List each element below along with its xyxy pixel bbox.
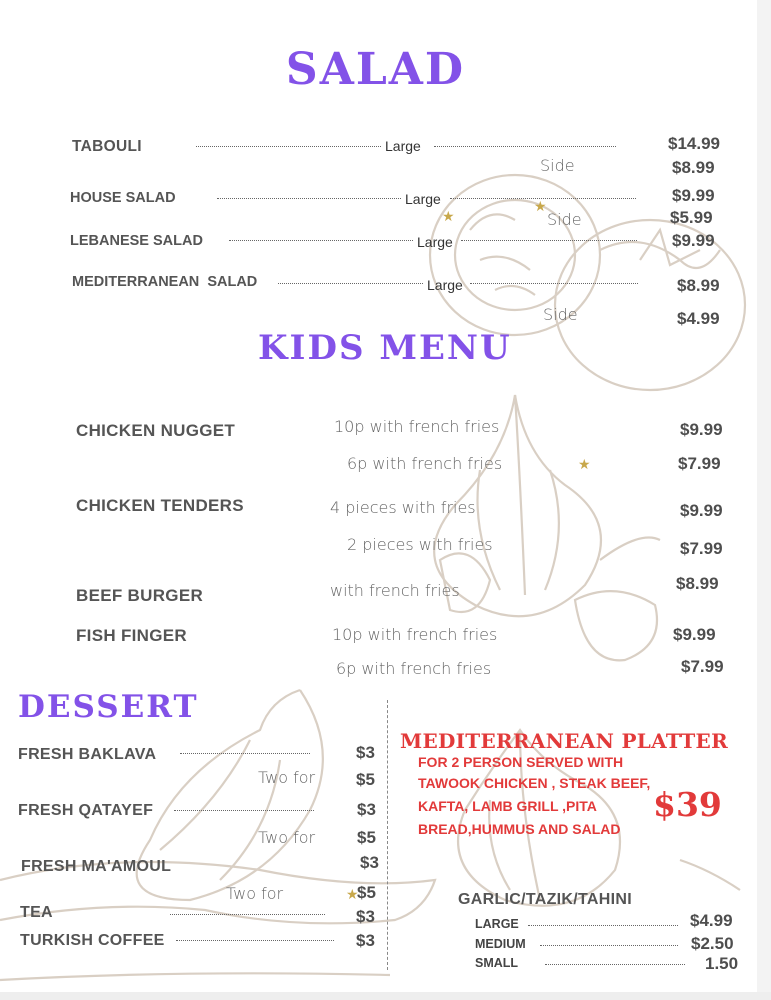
price: $5.99 <box>670 208 713 227</box>
dessert-item-name: TURKISH COFFEE <box>20 932 165 949</box>
deal-label: Two for <box>258 828 316 847</box>
size-label: Large <box>427 277 463 293</box>
item-option: 4 pieces with fries <box>330 498 476 517</box>
price: $7.99 <box>680 539 723 558</box>
size-label: Large <box>405 191 441 207</box>
sauce-size-label: LARGE <box>475 917 519 931</box>
dessert-item-name: FRESH BAKLAVA <box>18 746 157 763</box>
item-option: 10p with french fries <box>334 417 500 436</box>
leader-line <box>176 940 334 941</box>
price: $3 <box>356 907 375 926</box>
dessert-section-title: DESSERT <box>18 689 199 725</box>
price: $9.99 <box>680 501 723 520</box>
leader-line <box>528 925 678 926</box>
platter-description: FOR 2 PERSON SERVED WITH <box>418 754 624 770</box>
page-bottom-edge <box>0 992 771 1000</box>
leader-line <box>196 146 381 147</box>
size-label: Large <box>385 138 421 154</box>
leader-line <box>229 240 413 241</box>
star-icon: ★ <box>534 198 547 214</box>
leader-line <box>278 283 423 284</box>
price: $7.99 <box>678 454 721 473</box>
price: $8.99 <box>677 276 720 295</box>
price: $3 <box>356 743 375 762</box>
price: $7.99 <box>681 657 724 676</box>
leader-line <box>217 198 401 199</box>
sauce-size-label: MEDIUM <box>475 937 526 951</box>
price: $3 <box>356 931 375 950</box>
price: $9.99 <box>672 231 715 250</box>
price: $2.50 <box>691 934 734 953</box>
star-icon: ★ <box>578 456 591 472</box>
kids-item-name: BEEF BURGER <box>76 586 204 605</box>
leader-line <box>180 753 310 754</box>
kids-item-name: CHICKEN NUGGET <box>76 421 236 440</box>
star-icon: ★ <box>346 886 359 902</box>
platter-description: BREAD,HUMMUS AND SALAD <box>418 821 621 837</box>
item-option: 6p with french fries <box>347 454 503 473</box>
salad-section-title: SALAD <box>285 44 466 95</box>
kids-item-name: FISH FINGER <box>76 626 187 645</box>
price: $9.99 <box>673 625 716 644</box>
price: $9.99 <box>672 186 715 205</box>
price: $5 <box>357 828 376 847</box>
section-divider <box>387 700 388 970</box>
price: $3 <box>360 853 379 872</box>
price: $14.99 <box>668 134 720 153</box>
leader-line <box>540 945 678 946</box>
item-option: 2 pieces with fries <box>347 535 493 554</box>
dessert-item-name: TEA <box>20 904 53 921</box>
dessert-item-name: FRESH MA'AMOUL <box>21 858 172 875</box>
platter-description: TAWOOK CHICKEN , STEAK BEEF, <box>418 775 651 791</box>
leader-line <box>434 146 616 147</box>
salad-item-name: HOUSE SALAD <box>70 190 176 206</box>
leader-line <box>174 810 314 811</box>
price: $4.99 <box>690 911 733 930</box>
leader-line <box>461 240 637 241</box>
kids-section-title: KIDS MENU <box>258 328 512 368</box>
price: $5 <box>356 770 375 789</box>
item-option: with french fries <box>330 581 460 600</box>
price: $5 <box>357 883 376 902</box>
sauce-size-label: SMALL <box>475 956 519 970</box>
price: $8.99 <box>676 574 719 593</box>
sauce-title: GARLIC/TAZIK/TAHINI <box>458 891 632 908</box>
page-edge <box>757 0 771 1000</box>
price: 1.50 <box>705 954 739 973</box>
platter-description: KAFTA, LAMB GRILL ,PITA <box>418 798 597 814</box>
platter-title: MEDITERRANEAN PLATTER <box>400 729 728 753</box>
deal-label: Two for <box>226 884 284 903</box>
size-label: Side <box>543 305 578 324</box>
platter-price: $39 <box>653 785 722 824</box>
item-option: 10p with french fries <box>332 625 498 644</box>
salad-item-name: MEDITERRANEAN SALAD <box>72 274 258 290</box>
size-label: Large <box>417 234 453 250</box>
deal-label: Two for <box>258 768 316 787</box>
price: $9.99 <box>680 420 723 439</box>
size-label: Side <box>547 210 582 229</box>
kids-item-name: CHICKEN TENDERS <box>76 496 244 515</box>
leader-line <box>470 283 638 284</box>
price: $4.99 <box>677 309 720 328</box>
item-option: 6p with french fries <box>336 659 492 678</box>
price: $8.99 <box>672 158 715 177</box>
price: $3 <box>357 800 376 819</box>
star-icon: ★ <box>442 208 455 224</box>
dessert-item-name: FRESH QATAYEF <box>18 802 154 819</box>
salad-item-name: LEBANESE SALAD <box>70 233 203 249</box>
size-label: Side <box>540 156 575 175</box>
leader-line <box>170 914 325 915</box>
salad-item-name: TABOULI <box>72 138 142 155</box>
leader-line <box>545 964 685 965</box>
